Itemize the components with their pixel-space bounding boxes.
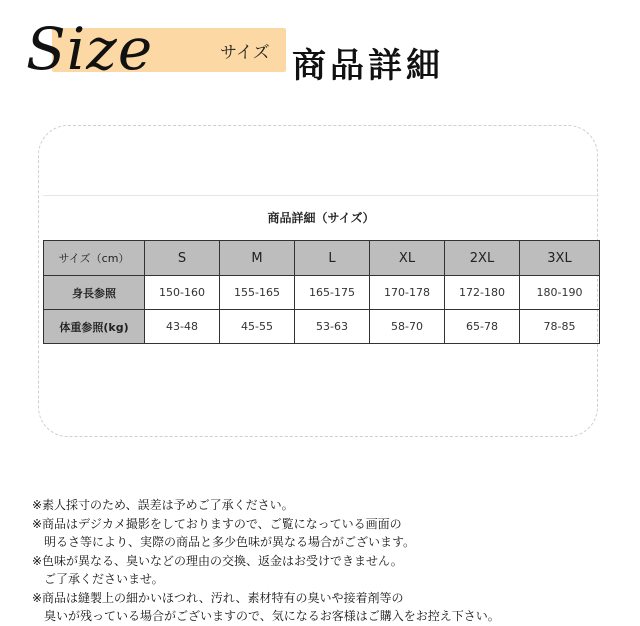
row-label: 身長参照 <box>44 276 145 310</box>
table-title: 商品詳細（サイズ） <box>43 195 599 240</box>
note-continuation: ご了承くださいませ。 <box>44 572 164 586</box>
table-row <box>44 276 600 310</box>
column-header: XL <box>370 241 445 276</box>
note-line: ※素人採寸のため、誤差は予めご了承ください。 <box>32 498 294 512</box>
size-subtitle: サイズ <box>220 43 270 63</box>
table-cell: 172-180 <box>445 276 520 310</box>
column-header: S <box>145 241 220 276</box>
header <box>0 0 640 120</box>
table-cell: 43-48 <box>145 310 220 344</box>
note-line: ※商品はデジカメ撮影をしておりますので、ご覧になっている画面の <box>32 516 402 531</box>
column-header: L <box>295 241 370 276</box>
table-cell: 170-178 <box>370 276 445 310</box>
size-table-section <box>43 195 599 344</box>
table-cell: 150-160 <box>145 276 220 310</box>
table-cell: 155-165 <box>220 276 295 310</box>
note-line: ※商品は縫製上の細かいほつれ、汚れ、素材特有の臭いや接着剤等の <box>32 590 404 605</box>
table-cell: 45-55 <box>220 310 295 344</box>
notes-section <box>32 496 632 626</box>
note-line: ※色味が異なる、臭いなどの理由の交換、返金はお受けできません。 <box>32 553 403 568</box>
note-continuation: 臭いが残っている場合がございますので、気になるお客様はご購入をお控え下さい。 <box>44 609 500 623</box>
page-title: 商品詳細 <box>292 46 444 86</box>
size-table <box>43 240 600 344</box>
table-cell: 180-190 <box>520 276 600 310</box>
column-header: サイズ（cm） <box>44 241 145 276</box>
table-row <box>44 310 600 344</box>
note-continuation: 明るさ等により、実際の商品と多少色味が異なる場合がございます。 <box>44 535 416 549</box>
table-cell: 53-63 <box>295 310 370 344</box>
size-script-title: Size <box>26 15 154 83</box>
table-cell: 78-85 <box>520 310 600 344</box>
column-header: 2XL <box>445 241 520 276</box>
row-label: 体重参照(kg) <box>44 310 145 344</box>
table-cell: 165-175 <box>295 276 370 310</box>
table-header-row <box>44 241 600 276</box>
column-header: M <box>220 241 295 276</box>
table-cell: 65-78 <box>445 310 520 344</box>
column-header: 3XL <box>520 241 600 276</box>
table-cell: 58-70 <box>370 310 445 344</box>
